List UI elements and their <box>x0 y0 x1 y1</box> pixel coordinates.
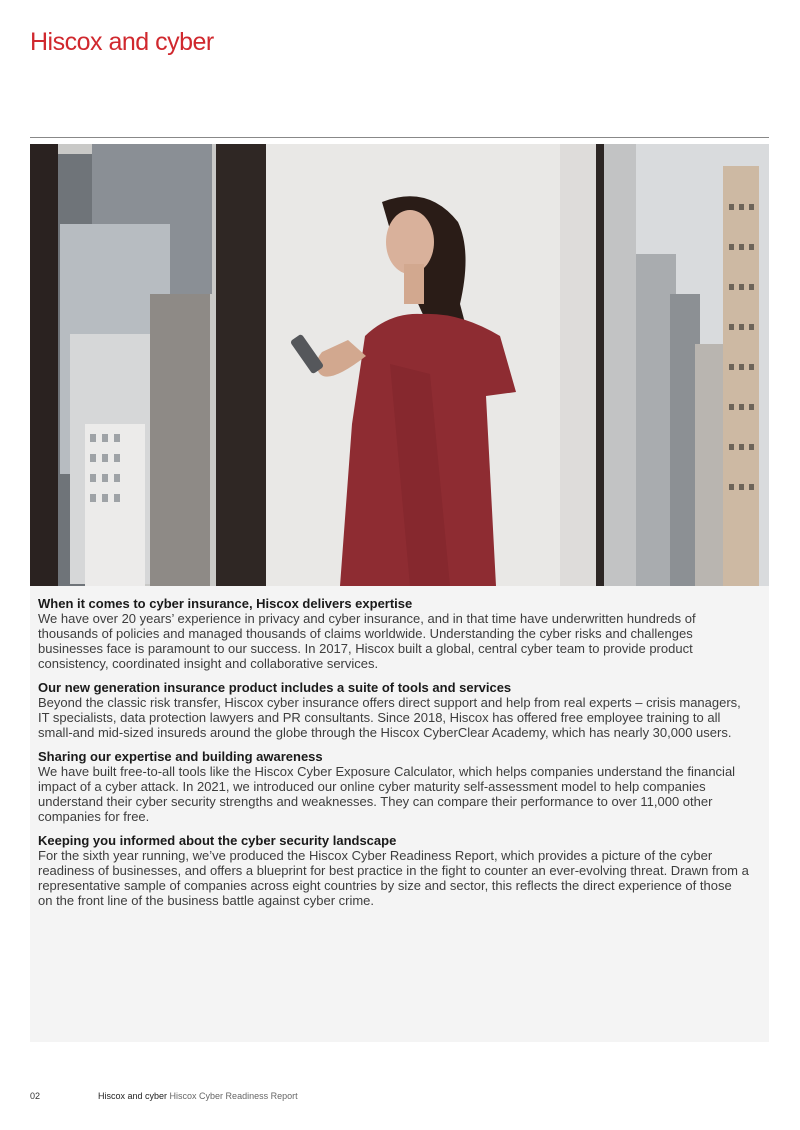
section-body: We have over 20 years’ experience in privacy and cyber insurance, and in that time have underwritten hundreds of thousands of policies and managed thousands of claims worldwide. Understanding the cyber risks and challenges businesses face is paramount to our success. In 2017, Hiscox built a global, central cyber team to provide product consistency, coordinated insight and collaborative services. <box>38 611 696 671</box>
footer-report: Hiscox Cyber Readiness Report <box>169 1091 298 1101</box>
photo-illustration <box>30 144 769 586</box>
section-heading: Our new generation insurance product includes a suite of tools and services <box>38 680 512 695</box>
footer-title <box>98 1091 298 1101</box>
section-heading: Keeping you informed about the cyber security landscape <box>38 833 397 848</box>
section-new-product <box>38 680 749 740</box>
section-body: Beyond the classic risk transfer, Hiscox cyber insurance offers direct support and help from real experts – crisis managers, IT specialists, data protection lawyers and PR consultants. Since 2018, Hiscox has offered free employee training to all small-and mid-sized insureds around the globe through the Hiscox CyberClear Academy, which has nearly 30,000 users. <box>38 695 741 740</box>
section-heading: When it comes to cyber insurance, Hiscox delivers expertise <box>38 596 413 611</box>
section-heading: Sharing our expertise and building awareness <box>38 749 323 764</box>
section-sharing-expertise <box>38 749 749 824</box>
hero-photo <box>30 144 769 586</box>
page-number: 02 <box>30 1091 41 1101</box>
section-body: We have built free-to-all tools like the Hiscox Cyber Exposure Calculator, which helps companies understand the financial impact of a cyber attack. In 2021, we introduced our online cyber maturity self-assessment model to help companies understand their cyber security strengths and weaknesses. They can compare their performance to over 11,000 other companies for free. <box>38 764 736 824</box>
title-divider <box>30 137 769 138</box>
footer-section: Hiscox and cyber <box>98 1091 168 1101</box>
text-panel <box>30 586 769 1042</box>
section-cyber-expertise <box>38 596 749 671</box>
section-keeping-informed <box>38 833 749 908</box>
section-body: For the sixth year running, we’ve produced the Hiscox Cyber Readiness Report, which provides a picture of the cyber readiness of businesses, and offers a blueprint for best practice in the fight to counter an ever-evolving threat. Drawn from a representative sample of companies across eight countries by size and sector, this reflects the direct experience of those on the front line of the business battle against cyber crime. <box>38 848 749 908</box>
page-title: Hiscox and cyber <box>30 28 214 56</box>
